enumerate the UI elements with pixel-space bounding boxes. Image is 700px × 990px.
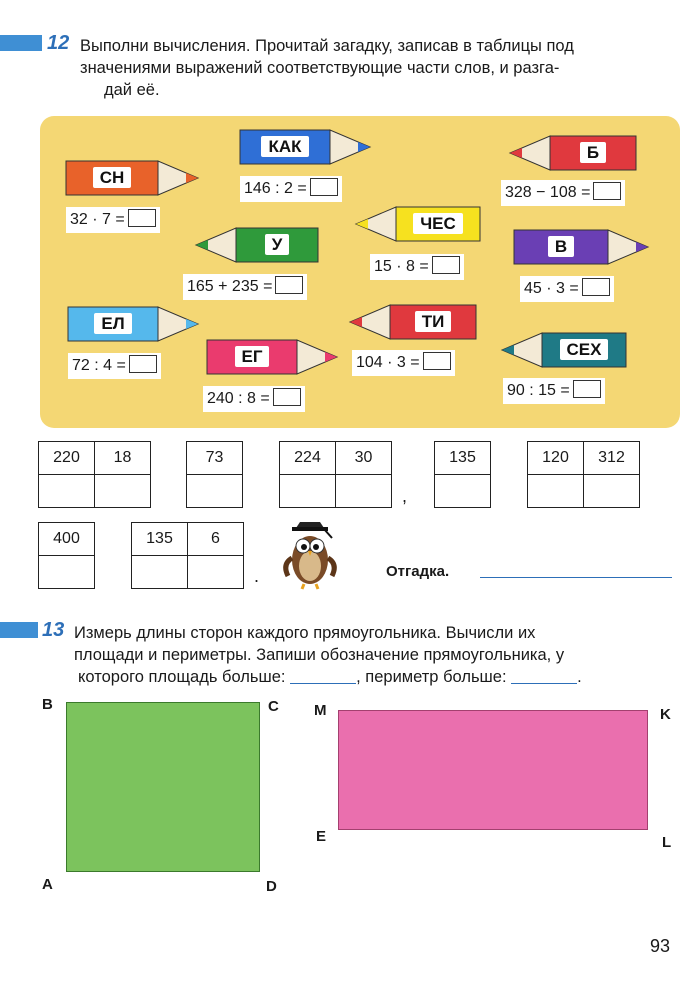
pencil-word-label: КАК — [261, 136, 308, 157]
task-12-number: 12 — [47, 32, 70, 54]
pencil-word — [396, 207, 480, 241]
pencil-word-label: Б — [580, 142, 606, 163]
table-value: 120 — [528, 442, 584, 475]
expression-text: 15 · 8 = — [374, 258, 429, 275]
result-box[interactable] — [593, 182, 621, 200]
pencil-word — [240, 130, 330, 164]
comma-separator: , — [402, 486, 408, 506]
pencil-9 — [207, 340, 337, 374]
pencil-word-label: ТИ — [415, 311, 452, 332]
period-separator: . — [254, 566, 260, 586]
table-value: 135 — [132, 523, 188, 556]
task-13-line-2: площади и периметры. Запиши обозначение прямоугольника, у — [74, 646, 565, 664]
answer-cell[interactable] — [95, 475, 151, 508]
table-value: 224 — [280, 442, 336, 475]
page-number: 93 — [650, 936, 671, 956]
corner-label-l: L — [662, 834, 672, 851]
task-12-text — [80, 35, 677, 101]
corner-label-d: D — [266, 878, 277, 895]
pencil-word — [207, 340, 297, 374]
perimeter-answer-blank[interactable] — [511, 669, 577, 684]
answer-line[interactable] — [480, 577, 672, 578]
table-value: 18 — [95, 442, 151, 475]
answer-cell[interactable] — [187, 475, 243, 508]
pencil-word — [550, 136, 636, 170]
expression-text: 32 · 7 = — [70, 211, 125, 228]
expression-4 — [370, 254, 464, 280]
pencil-word — [514, 230, 608, 264]
expression-2 — [240, 176, 342, 202]
table-value: 73 — [187, 442, 243, 475]
answer-cell[interactable] — [39, 556, 95, 589]
owl-icon — [280, 518, 340, 590]
result-box[interactable] — [310, 178, 338, 196]
pencil-word-label: ЕЛ — [94, 313, 131, 334]
pencil-10 — [502, 333, 626, 367]
answer-table-7 — [131, 522, 244, 589]
expression-8 — [352, 350, 455, 376]
area-question: которого площадь больше: — [78, 668, 286, 686]
corner-label-m: M — [314, 702, 327, 719]
result-box[interactable] — [573, 380, 601, 398]
answer-cell[interactable] — [39, 475, 95, 508]
pencil-8 — [350, 305, 476, 339]
task-13-number: 13 — [42, 619, 65, 641]
expression-text: 146 : 2 = — [244, 180, 307, 197]
pencil-word-label: СН — [93, 167, 132, 188]
pencil-6 — [514, 230, 648, 264]
expression-text: 165 + 235 = — [187, 278, 273, 295]
result-box[interactable] — [423, 352, 451, 370]
pencil-word-label: В — [548, 236, 574, 257]
answer-table-3 — [279, 441, 392, 508]
expression-7 — [68, 353, 161, 379]
expression-text: 328 − 108 = — [505, 184, 591, 201]
task-12-line-1: Выполни вычисления. Прочитай загадку, записав в таблицы под — [80, 37, 574, 55]
answer-table-6 — [38, 522, 95, 589]
rectangle-abcd — [66, 702, 260, 872]
pencil-7 — [68, 307, 198, 341]
pencil-word — [68, 307, 158, 341]
expression-text: 72 : 4 = — [72, 357, 126, 374]
answer-cell[interactable] — [188, 556, 244, 589]
expression-5 — [183, 274, 307, 300]
pencil-3 — [510, 136, 636, 170]
pencil-word — [66, 161, 158, 195]
task-12-line-3: дай её. — [104, 81, 160, 99]
task-13-marker — [0, 622, 38, 638]
answer-table-1 — [38, 441, 151, 508]
result-box[interactable] — [273, 388, 301, 406]
expression-1 — [66, 207, 160, 233]
answer-label: Отгадка. — [386, 563, 450, 580]
result-box[interactable] — [129, 355, 157, 373]
pencil-word-label: ЧЕС — [413, 213, 463, 234]
table-value: 312 — [584, 442, 640, 475]
corner-label-k: K — [660, 706, 671, 723]
pencil-1 — [66, 161, 198, 195]
pencil-word — [542, 333, 626, 367]
expression-text: 104 · 3 = — [356, 354, 420, 371]
pencil-word-label: ЕГ — [235, 346, 270, 367]
pencil-5 — [196, 228, 318, 262]
expression-3 — [501, 180, 625, 206]
pencil-word-label: У — [265, 234, 290, 255]
pencil-4 — [356, 207, 480, 241]
corner-label-e: E — [316, 828, 327, 845]
area-answer-blank[interactable] — [290, 669, 356, 684]
answer-cell[interactable] — [584, 475, 640, 508]
table-value: 220 — [39, 442, 95, 475]
answer-table-5 — [527, 441, 640, 508]
result-box[interactable] — [582, 278, 610, 296]
task-12-line-2: значениями выражений соответствующие части слов, и разга- — [80, 59, 560, 77]
task-13-line-1: Измерь длины сторон каждого прямоугольника. Вычисли их — [74, 624, 536, 642]
end-period: . — [577, 668, 582, 686]
pencil-word-label: СЕХ — [560, 339, 609, 360]
expression-text: 45 · 3 = — [524, 280, 579, 297]
pencil-word — [236, 228, 318, 262]
result-box[interactable] — [128, 209, 156, 227]
task-13-text — [74, 622, 674, 688]
answer-table-4 — [434, 441, 491, 508]
corner-label-c: C — [268, 698, 279, 715]
answer-table-2 — [186, 441, 243, 508]
rectangle-mkle — [338, 710, 648, 830]
task-13-line-3 — [74, 666, 674, 688]
answer-cell[interactable] — [528, 475, 584, 508]
pencil-word — [390, 305, 476, 339]
expression-10 — [503, 378, 605, 404]
table-value: 6 — [188, 523, 244, 556]
expression-9 — [203, 386, 305, 412]
answer-cell[interactable] — [132, 556, 188, 589]
pencil-2 — [240, 130, 370, 164]
table-value: 135 — [435, 442, 491, 475]
expression-6 — [520, 276, 614, 302]
answer-cell[interactable] — [435, 475, 491, 508]
table-value: 400 — [39, 523, 95, 556]
table-value: 30 — [336, 442, 392, 475]
perimeter-question: , периметр больше: — [356, 668, 507, 686]
corner-label-a: A — [42, 876, 53, 893]
expression-text: 90 : 15 = — [507, 382, 570, 399]
task-12-marker — [0, 35, 42, 51]
result-box[interactable] — [275, 276, 303, 294]
expression-text: 240 : 8 = — [207, 390, 270, 407]
answer-cell[interactable] — [336, 475, 392, 508]
result-box[interactable] — [432, 256, 460, 274]
answer-cell[interactable] — [280, 475, 336, 508]
corner-label-b: B — [42, 696, 53, 713]
